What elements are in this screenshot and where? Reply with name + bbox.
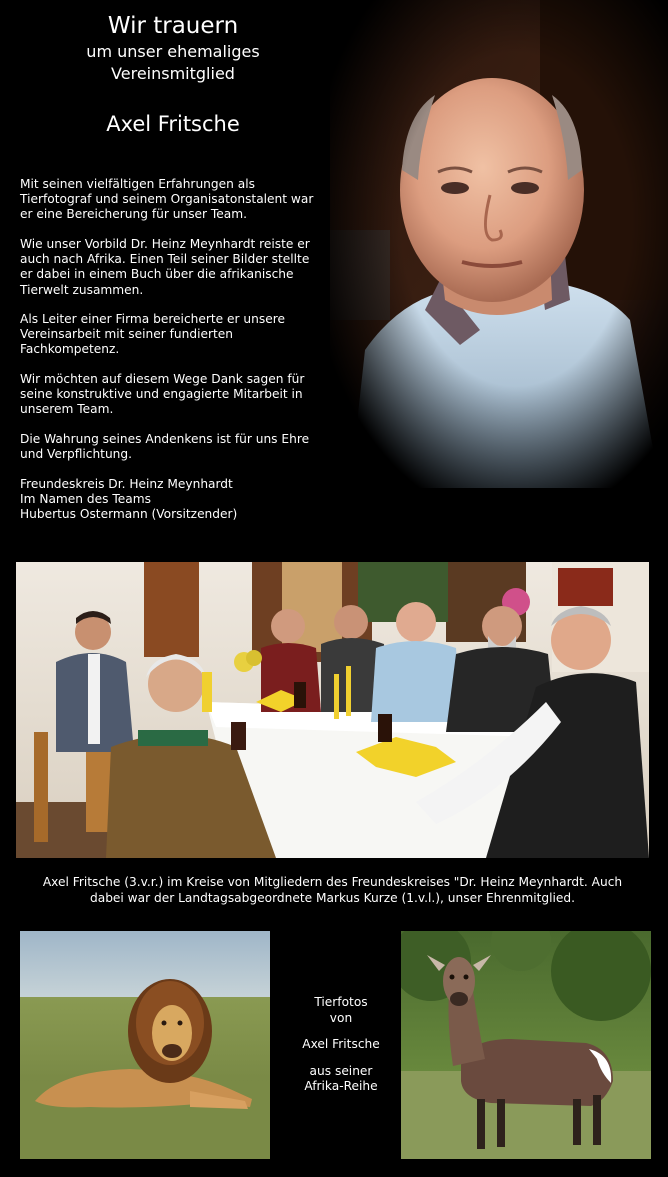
lion-photo [20, 931, 270, 1159]
group-photo [16, 562, 649, 858]
text-line: Tierfotograf und seinem Organisatonstalent war [20, 192, 314, 207]
tribute-paragraph-1 [20, 177, 330, 223]
caption-line: dabei war der Landtagsabgeordnete Markus Kurze (1.v.l.), unser Ehrenmitglied. [89, 890, 576, 905]
text-line: Wir möchten auf diesem Wege Dank sagen für [20, 372, 305, 386]
caption-line: Axel Fritsche [302, 1037, 380, 1051]
text-line: Mit seinen vielfältigen Erfahrungen als [20, 177, 255, 191]
caption-line: Axel Fritsche (3.v.r.) im Kreise von Mitgliedern des Freundeskreises "Dr. Heinz Meynhardt. Auch [42, 875, 623, 889]
text-line: Vereinsarbeit mit seiner fundierten [20, 327, 233, 342]
text-line: seine konstruktive und engagierte Mitarbeit in [20, 387, 303, 402]
text-line: Wie unser Vorbild Dr. Heinz Meynhardt reiste er [20, 237, 310, 251]
animal-photos-caption [280, 995, 402, 1095]
text-line: er eine Bereicherung für unser Team. [20, 207, 248, 222]
tribute-paragraph-2 [20, 237, 330, 298]
caption-line: aus seiner [309, 1063, 373, 1078]
tribute-paragraph-4 [20, 372, 330, 418]
text-line: Im Namen des Teams [20, 492, 151, 507]
tribute-signature [20, 477, 330, 523]
text-line: Fachkompetenz. [20, 342, 120, 357]
text-line: unserem Team. [20, 402, 114, 417]
heading-name: Axel Fritsche [106, 112, 240, 136]
text-line: er dabei in einem Buch über die afrikanische [20, 267, 294, 282]
portrait-photo [330, 0, 668, 488]
heading-mourning: Wir trauern [107, 13, 239, 39]
text-line: und Verpflichtung. [20, 447, 133, 462]
text-line: Als Leiter einer Firma bereicherte er unsere [20, 312, 285, 326]
text-line: auch nach Afrika. Einen Teil seiner Bilder stellte [20, 252, 310, 267]
tribute-paragraph-5 [20, 432, 330, 462]
text-line: Die Wahrung seines Andenkens ist für uns Ehre [20, 432, 310, 446]
tribute-paragraph-3 [20, 312, 330, 358]
heading-former: um unser ehemaliges [86, 42, 260, 61]
caption-line: Tierfotos [314, 995, 368, 1009]
text-line: Hubertus Ostermann (Vorsitzender) [20, 507, 238, 522]
caption-line: von [329, 1010, 353, 1025]
text-line: Tierwelt zusammen. [20, 282, 144, 297]
group-photo-caption [16, 875, 649, 906]
caption-line: Afrika-Reihe [304, 1079, 378, 1093]
heading-member: Vereinsmitglied [111, 64, 235, 83]
text-line: Freundeskreis Dr. Heinz Meynhardt [20, 477, 233, 491]
waterbuck-photo [401, 931, 651, 1159]
